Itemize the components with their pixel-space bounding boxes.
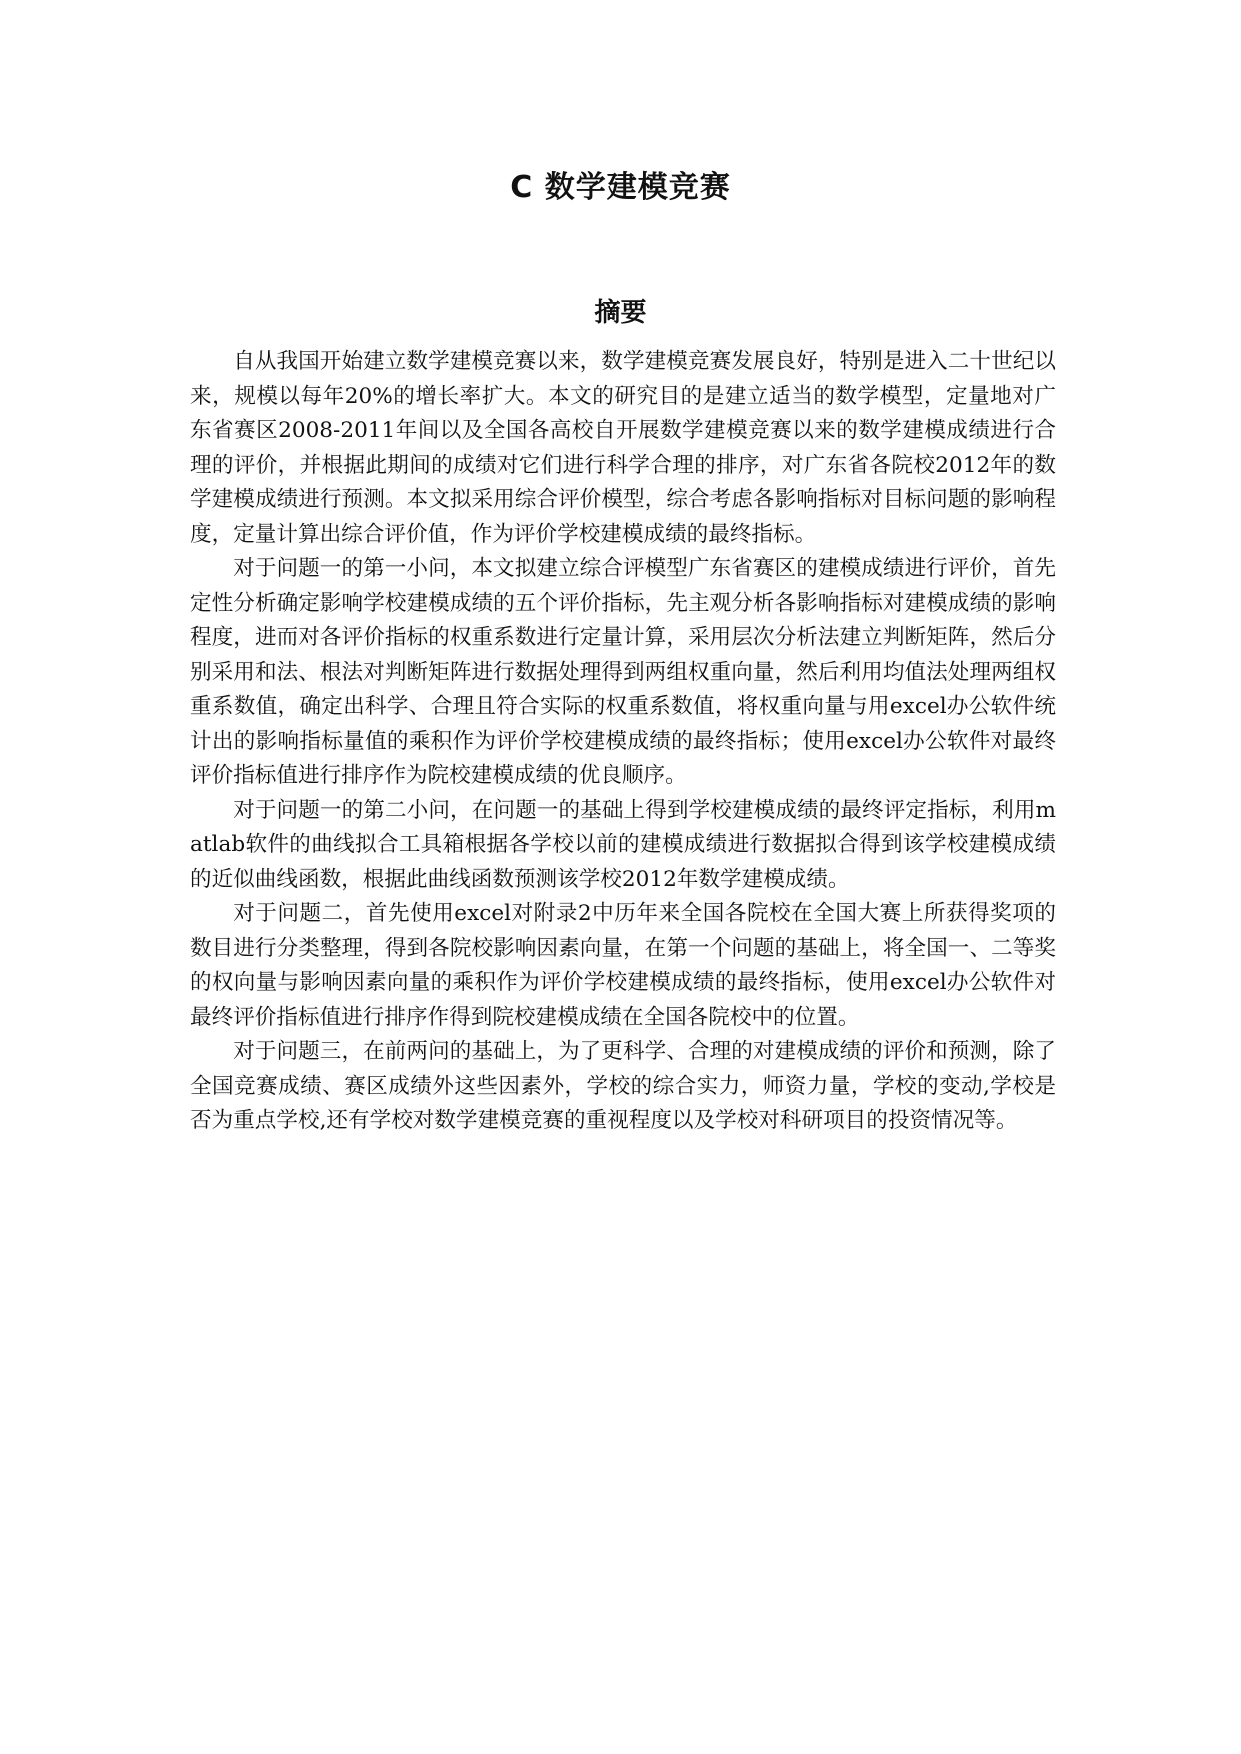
page-title: C 数学建模竞赛 [510,170,731,205]
abstract-paragraph-4: 对于问题二，首先使用excel对附录2中历年来全国各院校在全国大赛上所获得奖项的数目进行分类整理，得到各院校影响因素向量，在第一个问题的基础上，将全国一、二等奖的权向量与影响因素向量的乘积作为评价学校建模成绩的最终指标，使用excel办公软件对最终评价指标值进行排序作得到院校建模成绩在全国各院校中的位置。 [190,901,1056,1030]
abstract-paragraph-2: 对于问题一的第一小问，本文拟建立综合评模型广东省赛区的建模成绩进行评价，首先定性分析确定影响学校建模成绩的五个评价指标，先主观分析各影响指标对建模成绩的影响程度，进而对各评价指标的权重系数进行定量计算，采用层次分析法建立判断矩阵，然后分别采用和法、根法对判断矩阵进行数据处理得到两组权重向量，然后利用均值法处理两组权重系数值，确定出科学、合理且符合实际的权重系数值，将权重向量与用excel办公软件统计出的影响指标量值的乘积作为评价学校建模成绩的最终指标；使用excel办公软件对最终评价指标值进行排序作为院校建模成绩的优良顺序。 [190,556,1056,788]
abstract-heading: 摘要 [594,298,647,328]
abstract-paragraph-5: 对于问题三，在前两问的基础上，为了更科学、合理的对建模成绩的评价和预测，除了全国竞赛成绩、赛区成绩外这些因素外，学校的综合实力，师资力量，学校的变动,学校是否为重点学校,还有学校对数学建模竞赛的重视程度以及学校对科研项目的投资情况等。 [190,1039,1056,1133]
abstract-body [190,345,1056,1139]
abstract-paragraph-1: 自从我国开始建立数学建模竞赛以来，数学建模竞赛发展良好，特别是进入二十世纪以来，规模以每年20%的增长率扩大。本文的研究目的是建立适当的数学模型，定量地对广东省赛区2008-2011年间以及全国各高校自开展数学建模竞赛以来的数学建模成绩进行合理的评价，并根据此期间的成绩对它们进行科学合理的排序，对广东省各院校2012年的数学建模成绩进行预测。本文拟采用综合评价模型，综合考虑各影响指标对目标问题的影响程度，定量计算出综合评价值，作为评价学校建模成绩的最终指标。 [190,349,1056,547]
abstract-paragraph-3: 对于问题一的第二小问，在问题一的基础上得到学校建模成绩的最终评定指标，利用matlab软件的曲线拟合工具箱根据各学校以前的建模成绩进行数据拟合得到该学校建模成绩的近似曲线函数，根据此曲线函数预测该学校2012年数学建模成绩。 [190,797,1056,892]
